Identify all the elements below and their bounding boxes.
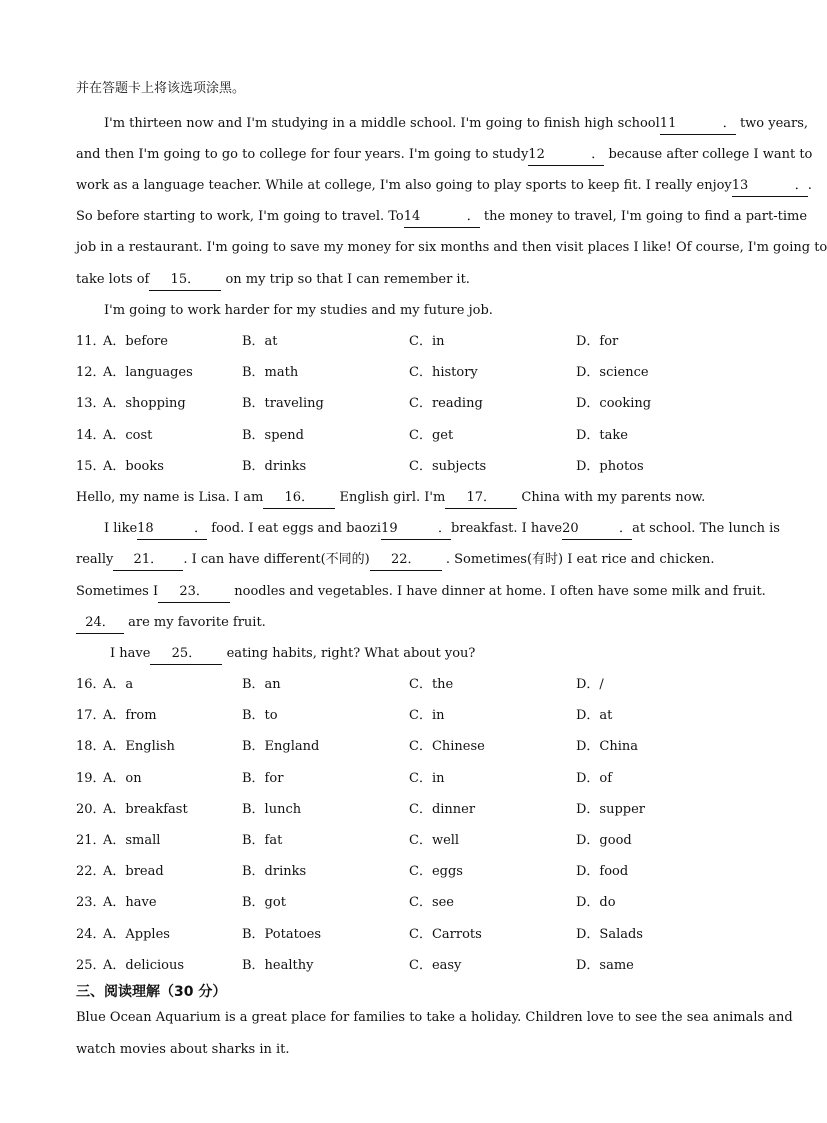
question-number: 18． <box>76 739 106 755</box>
question-number: 22． <box>76 864 106 880</box>
option-c[interactable]: C．in <box>409 708 445 724</box>
option-b[interactable]: B．for <box>242 770 284 786</box>
option-a[interactable]: A．delicious <box>103 957 185 973</box>
option-b[interactable]: B．lunch <box>242 801 302 817</box>
option-a[interactable]: A．shopping <box>103 396 186 412</box>
passage1-line: I'm going to work harder for my studies and my future job. <box>104 303 493 318</box>
option-a[interactable]: A．languages <box>103 365 193 381</box>
blank-17[interactable]: 17． <box>445 488 517 509</box>
option-b[interactable]: B．traveling <box>242 396 324 412</box>
option-c[interactable]: C．in <box>409 770 445 786</box>
option-b[interactable]: B．math <box>242 365 299 381</box>
blank-19[interactable]: 19． <box>381 519 451 540</box>
option-b[interactable]: B．drinks <box>242 864 307 880</box>
passage2-line: 24． are my favorite fruit. <box>76 613 266 634</box>
option-c[interactable]: C．Carrots <box>409 926 482 942</box>
option-a[interactable]: A．Apples <box>103 926 170 942</box>
option-d[interactable]: D．food <box>576 864 629 880</box>
passage2-line: Hello, my name is Lisa. I am 16． English girl. I'm 17． China with my parents now. <box>76 488 705 509</box>
option-d[interactable]: D．supper <box>576 801 646 817</box>
option-d[interactable]: D．cooking <box>576 396 652 412</box>
blank-13[interactable]: 13． <box>732 176 808 197</box>
blank-20[interactable]: 20． <box>562 519 632 540</box>
option-d[interactable]: D．China <box>576 739 639 755</box>
option-c[interactable]: C．see <box>409 895 455 911</box>
option-c[interactable]: C．dinner <box>409 801 476 817</box>
option-b[interactable]: B．Potatoes <box>242 926 321 942</box>
blank-24[interactable]: 24． <box>76 613 124 634</box>
option-b[interactable]: B．got <box>242 895 286 911</box>
passage1-line: I'm thirteen now and I'm studying in a middle school. I'm going to finish high school11． two years, <box>76 114 748 135</box>
option-d[interactable]: D．of <box>576 770 613 786</box>
question-number: 12． <box>76 365 106 381</box>
question-number: 16． <box>76 677 106 692</box>
blank-16[interactable]: 16． <box>263 488 335 509</box>
question-number: 13． <box>76 396 106 412</box>
option-b[interactable]: B．an <box>242 677 281 692</box>
option-b[interactable]: B．healthy <box>242 957 314 973</box>
question-number: 17． <box>76 708 106 724</box>
section-heading: 三、阅读理解（30 分） <box>76 984 227 1000</box>
passage2-line: I have 25． eating habits, right? What about you? <box>76 644 475 665</box>
option-a[interactable]: A．a <box>103 677 134 692</box>
blank-23[interactable]: 23． <box>158 582 230 603</box>
question-number: 15． <box>76 458 106 474</box>
passage1-line: job in a restaurant. I'm going to save my money for six months and then visit places I like! Of course, I'm going to <box>76 240 827 255</box>
option-c[interactable]: C．get <box>409 427 454 443</box>
question-number: 25． <box>76 957 106 973</box>
passage1-line: and then I'm going to go to college for four years. I'm going to study12． because after college I want to <box>76 145 748 166</box>
question-number: 21． <box>76 833 106 848</box>
option-b[interactable]: B．drinks <box>242 458 307 474</box>
question-number: 14． <box>76 427 106 443</box>
option-d[interactable]: D．good <box>576 833 632 848</box>
option-a[interactable]: A．books <box>103 458 164 474</box>
option-a[interactable]: A．before <box>103 334 168 349</box>
question-number: 11． <box>76 334 106 349</box>
passage3-line: watch movies about sharks in it. <box>76 1042 290 1057</box>
option-a[interactable]: A．breakfast <box>103 801 188 817</box>
option-c[interactable]: C．the <box>409 677 454 692</box>
option-a[interactable]: A．English <box>103 739 175 755</box>
passage1-line: So before starting to work, I'm going to travel. To14． the money to travel, I'm going to find a part-time <box>76 207 748 228</box>
blank-25[interactable]: 25． <box>150 644 222 665</box>
option-c[interactable]: C．in <box>409 334 445 349</box>
blank-14[interactable]: 14． <box>404 207 480 228</box>
blank-21[interactable]: 21． <box>113 550 183 571</box>
blank-12[interactable]: 12． <box>528 145 604 166</box>
question-number: 23． <box>76 895 106 911</box>
blank-15[interactable]: 15． <box>149 270 221 291</box>
option-c[interactable]: C．easy <box>409 957 462 973</box>
option-d[interactable]: D．same <box>576 957 634 973</box>
question-number: 19． <box>76 770 106 786</box>
option-b[interactable]: B．to <box>242 708 278 724</box>
option-a[interactable]: A．bread <box>103 864 164 880</box>
question-number: 24． <box>76 926 106 942</box>
option-d[interactable]: D．/ <box>576 677 604 692</box>
option-d[interactable]: D．take <box>576 427 628 443</box>
option-d[interactable]: D．do <box>576 895 616 911</box>
intro-text: 并在答题卡上将该选项涂黑。 <box>76 81 246 96</box>
option-b[interactable]: B．England <box>242 739 320 755</box>
passage2-line: really 21． . I can have different(不同的) 22． . Sometimes(有时) I eat rice and chicken. <box>76 550 715 571</box>
question-number: 20． <box>76 801 106 817</box>
option-d[interactable]: D．science <box>576 365 649 381</box>
blank-18[interactable]: 18． <box>137 519 207 540</box>
option-a[interactable]: A．small <box>103 833 161 848</box>
passage2-line: I like18． food. I eat eggs and baozi19．breakfast. I have20．at school. The lunch is <box>76 519 748 540</box>
passage2-line: Sometimes I 23． noodles and vegetables. I have dinner at home. I often have some milk and fruit. <box>76 582 766 603</box>
option-b[interactable]: B．at <box>242 334 278 349</box>
option-c[interactable]: C．Chinese <box>409 739 485 755</box>
option-b[interactable]: B．fat <box>242 833 283 848</box>
blank-22[interactable]: 22． <box>370 550 442 571</box>
option-a[interactable]: A．have <box>103 895 157 911</box>
blank-11[interactable]: 11． <box>660 114 736 135</box>
option-d[interactable]: D．for <box>576 334 619 349</box>
option-c[interactable]: C．eggs <box>409 864 463 880</box>
option-c[interactable]: C．reading <box>409 396 483 412</box>
option-d[interactable]: D．Salads <box>576 926 643 942</box>
passage1-line: work as a language teacher. While at college, I'm also going to play sports to keep fit. I really enjoy13．. <box>76 176 748 197</box>
passage3-line: Blue Ocean Aquarium is a great place for families to take a holiday. Children love to see the sea animals and <box>76 1010 793 1025</box>
option-a[interactable]: A．on <box>103 770 142 786</box>
option-a[interactable]: A．from <box>103 708 157 724</box>
passage1-line: take lots of 15． on my trip so that I can remember it. <box>76 270 470 291</box>
option-c[interactable]: C．history <box>409 365 478 381</box>
option-c[interactable]: C．well <box>409 833 460 848</box>
option-d[interactable]: D．at <box>576 708 613 724</box>
option-b[interactable]: B．spend <box>242 427 304 443</box>
option-a[interactable]: A．cost <box>103 427 153 443</box>
option-c[interactable]: C．subjects <box>409 458 487 474</box>
option-d[interactable]: D．photos <box>576 458 644 474</box>
